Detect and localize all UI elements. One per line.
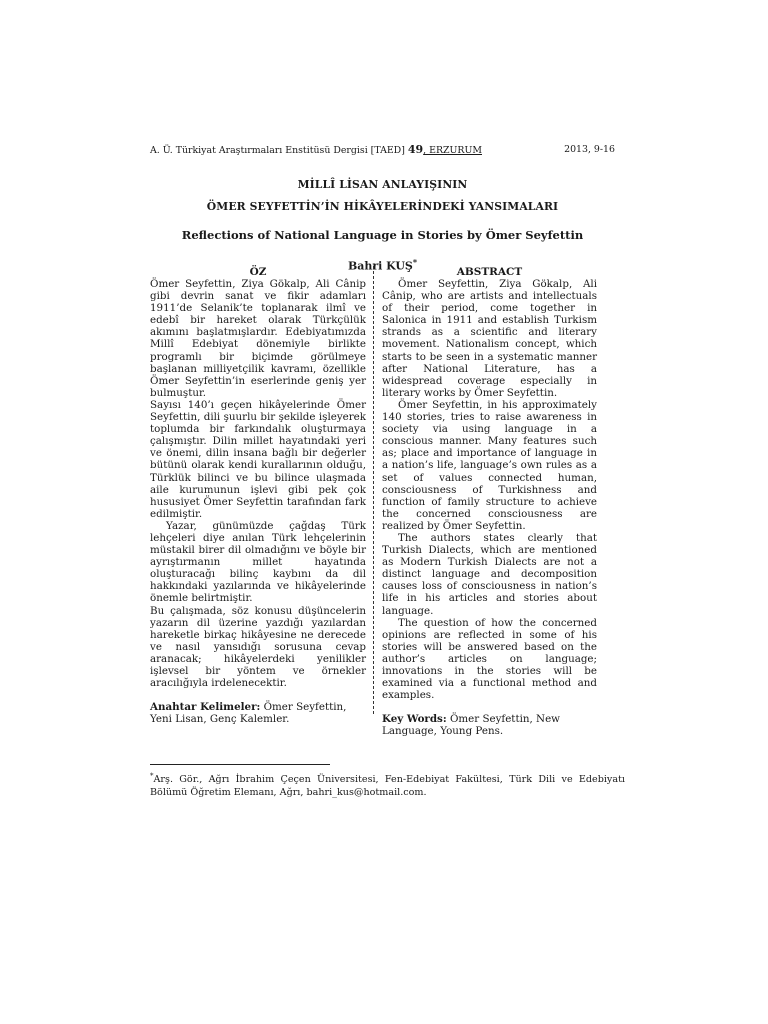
abstract-keywords xyxy=(382,713,597,737)
column-divider xyxy=(373,266,374,714)
running-header xyxy=(150,144,615,157)
footnote-rule xyxy=(150,764,330,765)
english-abstract-column xyxy=(382,266,597,737)
author-name: Bahri KUŞ* xyxy=(347,257,418,273)
abstract-heading: ABSTRACT xyxy=(456,266,523,278)
abstract-paragraph-4: The question of how the concerned opinions are reflected in some of his stories will be answered based on the author’s articles on language; innovations in the stories will be examined via a functional method and examples. xyxy=(382,616,597,702)
turkish-abstract-column xyxy=(150,266,366,725)
english-title: Reflections of National Language in Stories by Ömer Seyfettin xyxy=(181,228,584,242)
footnote-mark: * xyxy=(150,772,154,780)
oz-paragraph-4: Bu çalışmada, söz konusu düşüncelerin yazarın dil üzerine yazdığı yazılardan hareketle birkaç hikâyesine ne derecede ve nasıl yansıdığı sorusuna cevap aranacak; hikâyelerdeki yenilikler işlevsel bir yöntem ve örnekler aracılığıyla irdelenecektir. xyxy=(150,604,366,690)
footnote xyxy=(150,770,625,799)
year-pages: 2013, 9-16 xyxy=(564,144,615,155)
author-footnote-mark[interactable]: * xyxy=(412,257,418,267)
issue-number: 49 xyxy=(407,143,424,156)
abstract-keywords-text: Ömer Seyfettin, New Language, Young Pens. xyxy=(382,713,560,738)
oz-paragraph-2: Sayısı 140’ı geçen hikâyelerinde Ömer Seyfettin, dili şuurlu bir şekilde işleyerek toplumda bir farkındalık oluşturmaya çalışmıştır. Dilin millet hayatındaki yeri ve önemi, dilin insana bağlı bir değerler bütünü olarak kendi kurallarının olduğu, Türklük bilinci ve bu bilince ulaşmada aile kurumunun işlevi gibi pek çok hususiyet Ömer Seyfettin tarafından fark edilmiştir. xyxy=(150,398,366,520)
oz-keywords-text: Ömer Seyfettin, Yeni Lisan, Genç Kalemler. xyxy=(150,701,347,726)
oz-keywords xyxy=(150,701,366,725)
journal-city: , ERZURUM xyxy=(423,145,482,156)
oz-keywords-label: Anahtar Kelimeler: xyxy=(150,701,261,714)
oz-heading: ÖZ xyxy=(249,266,267,278)
abstract-paragraph-1: Ömer Seyfettin, Ziya Gökalp, Ali Cânip, who are artists and intellectuals of their period, come together in Salonica in 1911 and establish Turkism strands as a scientific and literary movement. Nationalism concept, which starts to be seen in a systematic manner after National Literature, has a widespread coverage especially in literary works by Ömer Seyfettin. xyxy=(382,278,597,399)
oz-paragraph-1: Ömer Seyfettin, Ziya Gökalp, Ali Cânip gibi devrin sanat ve fikir adamları 1911’de Selanik’te toplanarak ilmî ve edebî bir hareket olarak Türkçülük akımını başlatmışlardır. Edebiyatımızda Millî Edebiyat dönemiyle birlikte programlı bir biçimde görülmeye başlanan milliyetçilik kavramı, özellikle Ömer Seyfettin’in eserlerinde geniş yer bulmuştur. xyxy=(150,278,366,399)
journal-citation xyxy=(150,144,482,157)
title-line-2: ÖMER SEYFETTİN’İN HİKÂYELERİNDEKİ YANSIMALARI xyxy=(206,200,559,213)
footnote-text: Arş. Gör., Ağrı İbrahim Çeçen Üniversitesi, Fen-Edebiyat Fakültesi, Türk Dili ve Edebiyatı Bölümü Öğretim Elemanı, Ağrı, bahri_kus@hotmail.com. xyxy=(150,774,625,799)
journal-name: A. Ü. Türkiyat Araştırmaları Enstitüsü Dergisi [TAED] xyxy=(150,145,405,156)
title-block xyxy=(150,178,615,274)
abstract-keywords-label: Key Words: xyxy=(382,713,447,726)
oz-paragraph-3: Yazar, günümüzde çağdaş Türk lehçeleri diye anılan Türk lehçelerinin müstakil birer dil olmadığını ve böyle bir ayrıştırmanın millet hayatında oluşturacağı bilinç kaybını da dil hakkındaki yazılarında ve hikâyelerinde önemle belirtmiştir. xyxy=(150,519,366,605)
abstract-paragraph-3: The authors states clearly that Turkish Dialects, which are mentioned as Modern Turkish Dialects are not a distinct language and decomposition causes loss of consciousness in nation’s life in his articles and stories about language. xyxy=(382,531,597,617)
title-line-1: MİLLÎ LİSAN ANLAYIŞININ xyxy=(297,178,468,191)
abstract-paragraph-2: Ömer Seyfettin, in his approximately 140 stories, tries to raise awareness in society via using language in a conscious manner. Many features such as; place and importance of language in a nation’s life, language’s own rules as a set of values connected human, consciousness of Turkishness and function of family structure to achieve the concerned consciousness are realized by Ömer Seyfettin. xyxy=(382,398,597,532)
